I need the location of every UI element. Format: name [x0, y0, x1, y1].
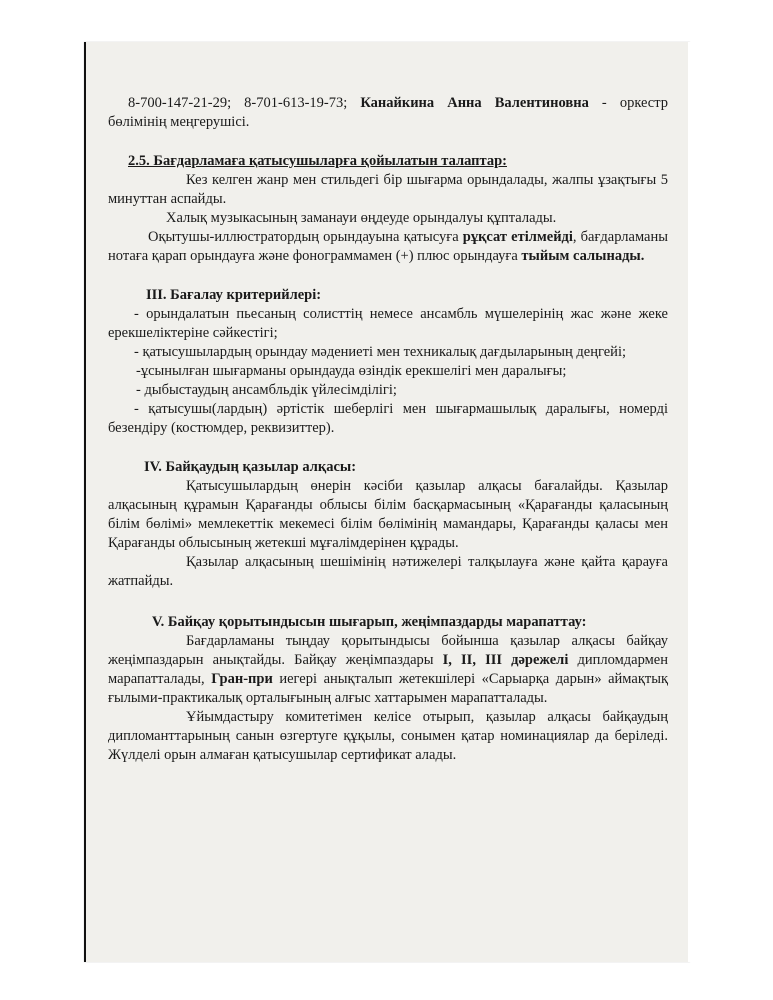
p3-text-bold-a: рұқсат етілмейді	[462, 229, 573, 245]
contact-name: Канайкина Анна Валентиновна	[360, 95, 589, 111]
section-4-paragraph-1: Қатысушылардың өнерін кәсіби қазылар алқасы бағалайды. Қазылар алқасының құрамын Қарағанды облысы білім басқармасының «Қарағанды қаласының білім бөлімі» мемлекеттік мекемесі білім бөлімінің мамандары, Қарағанды қаласы мен Қарағанды облысының жетекші мұғалімдерінен құрады.	[108, 478, 668, 551]
document-page	[84, 42, 690, 962]
p5-text-c: дипломдармен марапатталады,	[108, 652, 668, 687]
contact-dash: -	[601, 95, 607, 111]
section-3-heading: III. Бағалау критерийлері:	[146, 287, 322, 303]
section-2-5-paragraph-2: Халық музыкасының заманауи өңдеуде орындалуы құпталады.	[166, 210, 557, 226]
section-4-paragraph-2: Қазылар алқасының шешімінің нәтижелері талқылауға және қайта қарауға жатпайды.	[108, 554, 668, 589]
section-4-heading: IV. Байқаудың қазылар алқасы:	[144, 459, 357, 475]
p5-text-e: иегері анықталып жетекшілері «Сарыарқа дарын» аймақтық ғылыми-практикалық орталығының алғыс хаттарымен марапатталады.	[108, 671, 668, 706]
criteria-item-3: -ұсынылған шығарманы орындауда өзіндік ерекшелігі мен даралығы;	[136, 363, 567, 379]
section-5-heading: V. Байқау қорытындысын шығарып, жеңімпаздарды марапаттау:	[152, 614, 587, 630]
section-2-5-heading: 2.5. Бағдарламаға қатысушыларға қойылатын талаптар:	[128, 153, 507, 169]
p3-text-a: Оқытушы-иллюстратордың орындауына қатысуға	[148, 229, 463, 245]
criteria-item-2: - қатысушылардың орындау мәдениеті мен техникалық дағдыларының деңгейі;	[134, 344, 626, 360]
section-2-5-paragraph-3	[108, 228, 668, 266]
criteria-item-1: - орындалатын пьесаның солисттің немесе ансамбль мүшелерінің жас және жеке ерекшеліктеріне сәйкестігі;	[108, 306, 668, 341]
contact-phones: 8-700-147-21-29; 8-701-613-19-73;	[128, 95, 348, 111]
section-5-paragraph-1	[108, 632, 668, 708]
p5-text-bold-grand-prix: Гран-при	[211, 671, 273, 687]
p3-text-c: , бағдарламаны нотаға қарап орындауға және фонограммамен (+) плюс орындауға	[108, 229, 668, 264]
criteria-item-4: - дыбыстаудың ансамбльдік үйлесімділігі;	[136, 382, 397, 398]
section-2-5-paragraph-1: Кез келген жанр мен стильдегі бір шығарма орындалады, жалпы ұзақтығы 5 минуттан аспайды.	[108, 172, 668, 207]
contact-role: оркестр бөлімінің меңгерушісі.	[108, 95, 668, 130]
document-body	[108, 94, 668, 765]
p5-text-a: Бағдарламаны тыңдау қорытындысы бойынша қазылар алқасы байқау жеңімпаздарын анықтайды. Байқау жеңімпаздары	[108, 633, 668, 668]
p3-text-bold-b: тыйым салынады.	[521, 248, 645, 264]
section-5-paragraph-2: Ұйымдастыру комитетімен келісе отырып, қазылар алқасы байқаудың дипломанттарының санын өзгертуге құқылы, сонымен қатар номинациялар да беріледі. Жүлделі орын алмаған қатысушылар сертификат алады.	[108, 709, 668, 763]
p5-text-bold-degrees: I, II, III дәрежелі	[442, 652, 569, 668]
contact-paragraph	[108, 94, 668, 132]
criteria-item-5: - қатысушы(лардың) әртістік шеберлігі мен шығармашылық даралығы, номерді безендіру (костюмдер, реквизиттер).	[108, 401, 668, 436]
